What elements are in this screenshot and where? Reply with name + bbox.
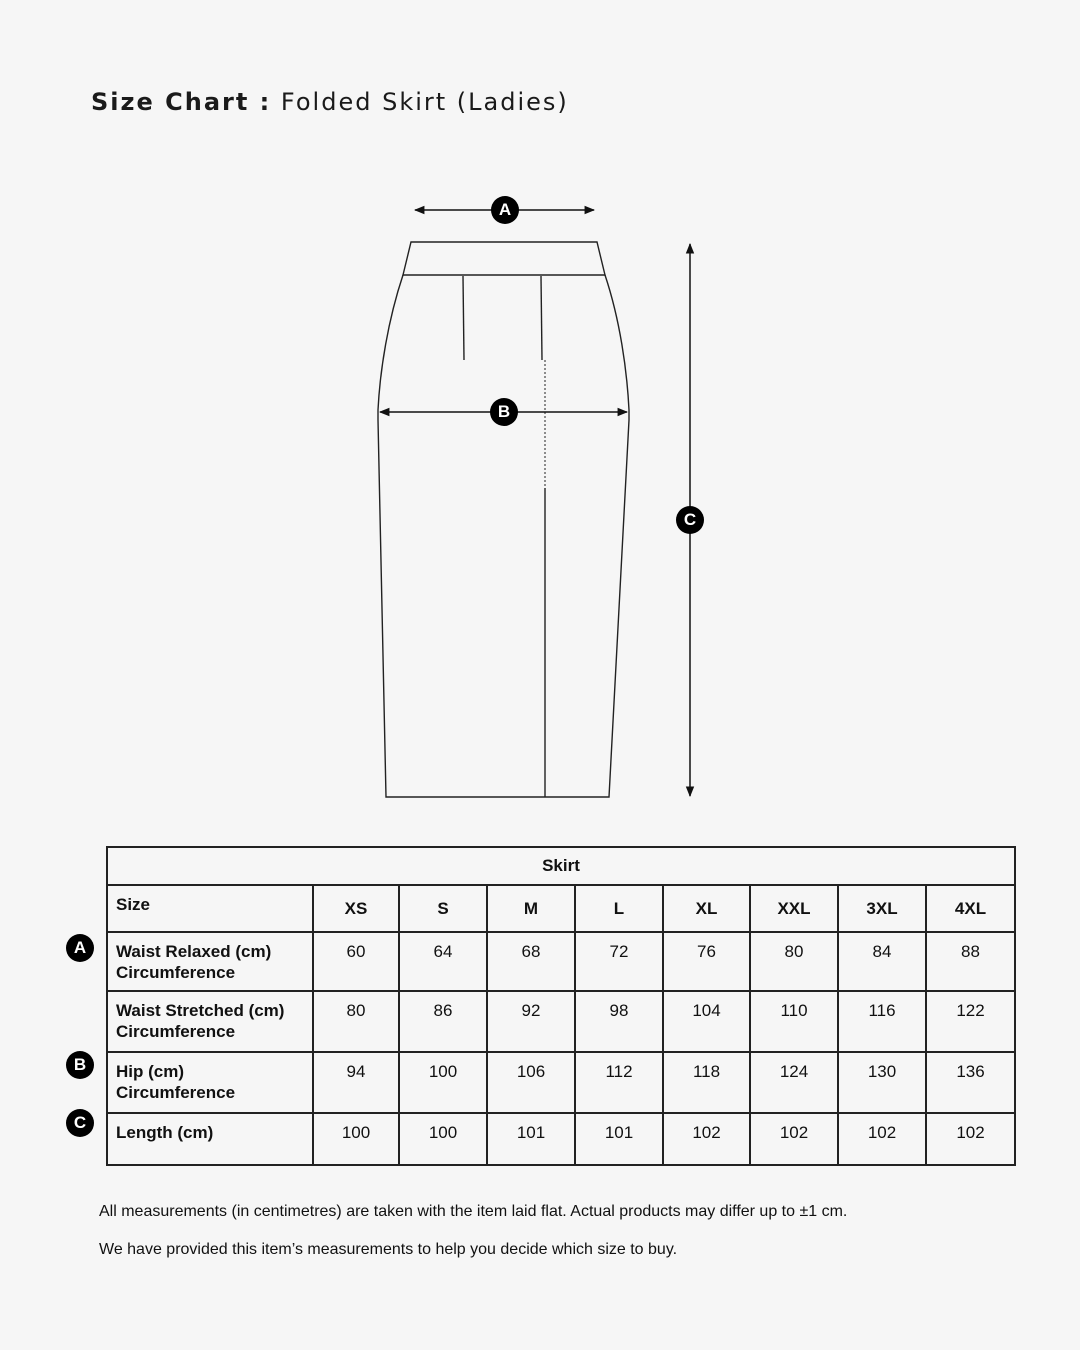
row-label: Waist Relaxed (cm) Circumference bbox=[107, 932, 313, 991]
measurement-note: All measurements (in centimetres) are taken with the item laid flat. Actual products may differ up to ±1 cm. bbox=[99, 1203, 848, 1220]
table-cell: 102 bbox=[838, 1113, 926, 1165]
row-marker-c: C bbox=[66, 1109, 94, 1137]
size-label: Size bbox=[107, 885, 313, 932]
size-col-header: 4XL bbox=[926, 885, 1015, 932]
size-header-row bbox=[107, 885, 1015, 932]
table-cell: 76 bbox=[663, 932, 750, 991]
size-table bbox=[106, 846, 1016, 1166]
table-cell: 80 bbox=[750, 932, 838, 991]
size-col-header: XXL bbox=[750, 885, 838, 932]
table-cell: 100 bbox=[399, 1113, 487, 1165]
marker-b: B bbox=[490, 398, 518, 426]
table-cell: 112 bbox=[575, 1052, 663, 1113]
table-cell: 88 bbox=[926, 932, 1015, 991]
row-marker-b: B bbox=[66, 1051, 94, 1079]
marker-c: C bbox=[676, 506, 704, 534]
row-label: Length (cm) bbox=[107, 1113, 313, 1165]
table-cell: 102 bbox=[663, 1113, 750, 1165]
table-cell: 136 bbox=[926, 1052, 1015, 1113]
table-cell: 68 bbox=[487, 932, 575, 991]
table-row bbox=[107, 1052, 1015, 1113]
skirt-outline bbox=[378, 242, 629, 797]
table-cell: 98 bbox=[575, 991, 663, 1052]
table-row bbox=[107, 932, 1015, 991]
table-heading: Skirt bbox=[107, 847, 1015, 885]
table-cell: 72 bbox=[575, 932, 663, 991]
table-cell: 110 bbox=[750, 991, 838, 1052]
table-row bbox=[107, 991, 1015, 1052]
table-cell: 101 bbox=[487, 1113, 575, 1165]
table-cell: 100 bbox=[399, 1052, 487, 1113]
table-row bbox=[107, 1113, 1015, 1165]
table-cell: 102 bbox=[926, 1113, 1015, 1165]
table-cell: 100 bbox=[313, 1113, 399, 1165]
sizing-help-note: We have provided this item’s measurements to help you decide which size to buy. bbox=[99, 1241, 678, 1258]
table-cell: 94 bbox=[313, 1052, 399, 1113]
size-col-header: 3XL bbox=[838, 885, 926, 932]
size-col-header: XS bbox=[313, 885, 399, 932]
size-col-header: S bbox=[399, 885, 487, 932]
table-cell: 122 bbox=[926, 991, 1015, 1052]
marker-a: A bbox=[491, 196, 519, 224]
table-cell: 86 bbox=[399, 991, 487, 1052]
table-cell: 102 bbox=[750, 1113, 838, 1165]
table-cell: 124 bbox=[750, 1052, 838, 1113]
table-cell: 80 bbox=[313, 991, 399, 1052]
table-cell: 104 bbox=[663, 991, 750, 1052]
size-col-header: M bbox=[487, 885, 575, 932]
row-label: Hip (cm) Circumference bbox=[107, 1052, 313, 1113]
table-cell: 84 bbox=[838, 932, 926, 991]
table-cell: 60 bbox=[313, 932, 399, 991]
table-cell: 130 bbox=[838, 1052, 926, 1113]
size-col-header: L bbox=[575, 885, 663, 932]
row-label: Waist Stretched (cm) Circumference bbox=[107, 991, 313, 1052]
table-cell: 64 bbox=[399, 932, 487, 991]
row-marker-a: A bbox=[66, 934, 94, 962]
table-cell: 92 bbox=[487, 991, 575, 1052]
size-col-header: XL bbox=[663, 885, 750, 932]
table-cell: 116 bbox=[838, 991, 926, 1052]
table-cell: 118 bbox=[663, 1052, 750, 1113]
table-cell: 101 bbox=[575, 1113, 663, 1165]
table-cell: 106 bbox=[487, 1052, 575, 1113]
title-product: Folded Skirt (Ladies) bbox=[280, 88, 569, 116]
title-prefix: Size Chart : bbox=[91, 88, 272, 116]
